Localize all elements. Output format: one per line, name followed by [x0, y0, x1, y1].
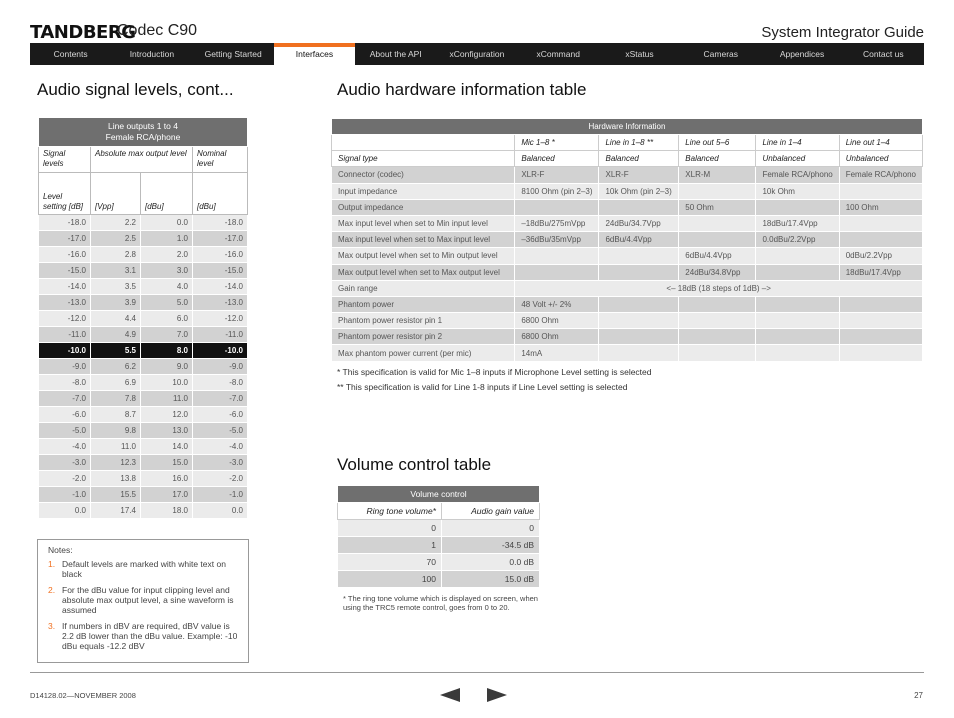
table-cell: 24dBu/34.7Vpp — [599, 215, 679, 231]
table-row — [39, 215, 248, 231]
table-cell: 10.0 — [141, 375, 193, 391]
table-cell: 6dBu/4.4Vpp — [599, 232, 679, 248]
table-cell: Max output level when set to Min output level — [332, 248, 515, 264]
col-nominal: Nominal level — [193, 147, 248, 173]
gain-range-row — [332, 280, 923, 296]
table-cell: 17.0 — [141, 487, 193, 503]
table-cell: 14.0 — [141, 439, 193, 455]
note-number: 2. — [48, 585, 56, 595]
table-cell: 24dBu/34.8Vpp — [679, 264, 756, 280]
table-cell: -3.0 — [193, 455, 248, 471]
table-cell: -17.0 — [193, 231, 248, 247]
footer-divider — [30, 672, 924, 673]
table-cell: 6.2 — [91, 359, 141, 375]
nav-item-contents[interactable]: Contents — [53, 49, 88, 59]
table-cell: 2.5 — [91, 231, 141, 247]
table-cell — [839, 296, 922, 312]
table-row — [332, 248, 923, 264]
table-cell — [839, 183, 922, 199]
table-cell — [599, 329, 679, 345]
table-cell: -8.0 — [193, 375, 248, 391]
notes-title: Notes: — [48, 545, 73, 555]
table-row — [39, 359, 248, 375]
table-row — [39, 439, 248, 455]
table-row — [338, 537, 540, 554]
table-cell: -6.0 — [193, 407, 248, 423]
section-title-hardware: Audio hardware information table — [337, 80, 587, 99]
table-cell: 2.2 — [91, 215, 141, 231]
hardware-info-table — [331, 118, 923, 362]
table-cell: Connector (codec) — [332, 167, 515, 183]
table-cell: 6800 Ohm — [515, 329, 599, 345]
nav-item-introduction[interactable]: Introduction — [129, 49, 175, 59]
table-cell: -15.0 — [39, 263, 91, 279]
nav-item-about-the-api[interactable]: About the API — [369, 49, 422, 59]
table-cell: -10.0 — [193, 343, 248, 359]
table-cell: Max phantom power current (per mic) — [332, 345, 515, 361]
nav-item-xconfiguration[interactable]: xConfiguration — [449, 49, 505, 59]
table-row — [332, 167, 923, 183]
table-cell: 5.0 — [141, 295, 193, 311]
table-cell: 10k Ohm — [756, 183, 839, 199]
note-number: 1. — [48, 559, 56, 569]
table-row — [39, 327, 248, 343]
table-cell: -8.0 — [39, 375, 91, 391]
table-cell — [679, 313, 756, 329]
table-cell — [839, 232, 922, 248]
table-cell: XLR-M — [679, 167, 756, 183]
table-cell: 9.8 — [91, 423, 141, 439]
table-row — [39, 455, 248, 471]
table-row — [39, 279, 248, 295]
gain-range-value: <– 18dB (18 steps of 1dB) –> — [515, 280, 923, 296]
table-cell — [515, 264, 599, 280]
table-cell: 0.0dBu/2.2Vpp — [756, 232, 839, 248]
table-cell: 2.0 — [141, 247, 193, 263]
table-cell: 15.0 dB — [442, 571, 540, 588]
table-cell: 6.0 — [141, 311, 193, 327]
table-cell — [515, 199, 599, 215]
table-cell: Max input level when set to Max input level — [332, 232, 515, 248]
table-cell: 6800 Ohm — [515, 313, 599, 329]
table-row — [39, 423, 248, 439]
table-cell: -12.0 — [193, 311, 248, 327]
table-row — [332, 215, 923, 231]
table-cell: 11.0 — [91, 439, 141, 455]
table-cell: Phantom power resistor pin 2 — [332, 329, 515, 345]
table-cell — [679, 183, 756, 199]
table-cell: Line in 1–4 — [756, 135, 839, 151]
table-cell: –18dBu/275mVpp — [515, 215, 599, 231]
table-cell: XLR-F — [599, 167, 679, 183]
table-cell: -1.0 — [193, 487, 248, 503]
table-cell: 16.0 — [141, 471, 193, 487]
table-cell: 8.0 — [141, 343, 193, 359]
nav-item-contact-us[interactable]: Contact us — [862, 49, 904, 59]
table-cell: Balanced — [599, 151, 679, 167]
table-cell: 0 — [442, 520, 540, 537]
table-cell: 6.9 — [91, 375, 141, 391]
table-row — [39, 263, 248, 279]
table-cell: 14mA — [515, 345, 599, 361]
table-cell — [599, 248, 679, 264]
table-cell — [679, 329, 756, 345]
note-number: 3. — [48, 621, 56, 631]
product-name: Codec C90 — [117, 22, 198, 39]
table-cell: -14.0 — [39, 279, 91, 295]
table-cell: 11.0 — [141, 391, 193, 407]
table-cell: 18dBu/17.4Vpp — [756, 215, 839, 231]
table-cell: 8.7 — [91, 407, 141, 423]
note-text: For the dBu value for input clipping level and absolute max output level, a sine waveform is assumed — [62, 585, 234, 615]
table-cell: Max output level when set to Max output level — [332, 264, 515, 280]
table-cell: 18dBu/17.4Vpp — [839, 264, 922, 280]
table-cell: -15.0 — [193, 263, 248, 279]
nav-item-appendices[interactable]: Appendices — [779, 49, 825, 59]
guide-title: System Integrator Guide — [761, 24, 924, 41]
table-cell: -7.0 — [39, 391, 91, 407]
table-cell: Input impedance — [332, 183, 515, 199]
table-cell — [756, 264, 839, 280]
table-cell: 6dBu/4.4Vpp — [679, 248, 756, 264]
table-cell: 48 Volt +/- 2% — [515, 296, 599, 312]
table-row — [332, 345, 923, 361]
col-absolute-max: Absolute max output level — [91, 147, 193, 173]
table-row — [39, 231, 248, 247]
table-cell: 9.0 — [141, 359, 193, 375]
col-dbu: [dBu] — [141, 173, 193, 215]
table-cell: -5.0 — [39, 423, 91, 439]
table-row — [332, 264, 923, 280]
table-cell: -2.0 — [193, 471, 248, 487]
table-cell: Line out 1–4 — [839, 135, 922, 151]
note-item — [48, 585, 238, 615]
col-audio-gain: Audio gain value — [442, 503, 540, 520]
table-cell: Line in 1–8 ** — [599, 135, 679, 151]
table-cell — [679, 232, 756, 248]
line-outputs-table — [38, 117, 248, 519]
top-navigation — [30, 43, 924, 65]
table-cell — [679, 296, 756, 312]
table-row — [338, 571, 540, 588]
table-row — [39, 407, 248, 423]
previous-page-icon[interactable] — [440, 688, 460, 702]
table-cell: Female RCA/phono — [839, 167, 922, 183]
next-page-icon[interactable] — [487, 688, 507, 702]
nav-item-getting-started[interactable]: Getting Started — [204, 49, 262, 59]
table-cell: 100 — [338, 571, 442, 588]
table-row — [332, 199, 923, 215]
table-cell: 18.0 — [141, 503, 193, 519]
table-cell: -10.0 — [39, 343, 91, 359]
table-row — [39, 343, 248, 359]
tandberg-logo: TANDBERG — [30, 22, 136, 43]
table-cell: -3.0 — [39, 455, 91, 471]
table-cell: 4.4 — [91, 311, 141, 327]
page-number: 27 — [914, 691, 923, 700]
table-cell — [756, 313, 839, 329]
table-cell: 0.0 — [39, 503, 91, 519]
table-cell: 3.0 — [141, 263, 193, 279]
table-cell: Female RCA/phono — [756, 167, 839, 183]
table-cell: -34.5 dB — [442, 537, 540, 554]
note-text: Default levels are marked with white text on black — [62, 559, 226, 579]
table-cell: Balanced — [515, 151, 599, 167]
table-cell: 0 — [338, 520, 442, 537]
hardware-footnote-1: * This specification is valid for Mic 1–8 inputs if Microphone Level setting is selected — [337, 367, 652, 377]
table-cell: -7.0 — [193, 391, 248, 407]
table-cell — [599, 313, 679, 329]
table-row — [39, 391, 248, 407]
table-cell — [756, 248, 839, 264]
table-cell: Line out 5–6 — [679, 135, 756, 151]
col-ring-tone-volume: Ring tone volume* — [338, 503, 442, 520]
table-cell: -14.0 — [193, 279, 248, 295]
table-cell: -4.0 — [39, 439, 91, 455]
table-cell: 4.9 — [91, 327, 141, 343]
table-cell: Output impedance — [332, 199, 515, 215]
table-cell: -11.0 — [39, 327, 91, 343]
table-row — [338, 520, 540, 537]
column-header-row — [332, 135, 923, 151]
section-title-audio-levels: Audio signal levels, cont... — [37, 80, 234, 99]
table-cell: 3.5 — [91, 279, 141, 295]
table-cell — [756, 296, 839, 312]
table-cell: 70 — [338, 554, 442, 571]
table-cell: XLR-F — [515, 167, 599, 183]
table-cell: -17.0 — [39, 231, 91, 247]
table-cell — [599, 345, 679, 361]
table-cell: -2.0 — [39, 471, 91, 487]
table-cell: -13.0 — [39, 295, 91, 311]
table-cell: 2.8 — [91, 247, 141, 263]
table-cell: 17.4 — [91, 503, 141, 519]
table-row — [332, 296, 923, 312]
table-cell: -9.0 — [39, 359, 91, 375]
table-cell: 12.0 — [141, 407, 193, 423]
table-cell: -12.0 — [39, 311, 91, 327]
table-cell: 3.9 — [91, 295, 141, 311]
note-text: If numbers in dBV are required, dBV value is 2.2 dB lower than the dBu value. Example: -10 dBu equals -12.2 dBV — [62, 621, 238, 651]
table-row — [39, 375, 248, 391]
table-cell — [599, 199, 679, 215]
table-cell: 15.0 — [141, 455, 193, 471]
line-outputs-header: Line outputs 1 to 4 Female RCA/phone — [39, 118, 248, 147]
table-cell: 4.0 — [141, 279, 193, 295]
table-cell: Signal type — [332, 151, 515, 167]
table-cell: 1.0 — [141, 231, 193, 247]
table-cell: Unbalanced — [839, 151, 922, 167]
volume-control-header: Volume control — [338, 486, 540, 503]
hardware-footnote-2: ** This specification is valid for Line 1-8 inputs if Line Level setting is selected — [337, 382, 628, 392]
table-cell: Mic 1–8 * — [515, 135, 599, 151]
table-cell: -6.0 — [39, 407, 91, 423]
table-row — [332, 183, 923, 199]
table-cell: 15.5 — [91, 487, 141, 503]
hardware-info-header: Hardware Information — [332, 119, 923, 135]
table-cell: -13.0 — [193, 295, 248, 311]
table-cell: 12.3 — [91, 455, 141, 471]
table-cell — [515, 248, 599, 264]
nav-item-interfaces[interactable]: Interfaces — [274, 43, 355, 65]
col-dbu-nominal: [dBu] — [193, 173, 248, 215]
table-cell: 13.0 — [141, 423, 193, 439]
table-cell: -1.0 — [39, 487, 91, 503]
table-cell: 0.0 — [193, 503, 248, 519]
table-cell — [679, 215, 756, 231]
table-cell: 1 — [338, 537, 442, 554]
table-cell — [599, 264, 679, 280]
table-cell: 0dBu/2.2Vpp — [839, 248, 922, 264]
section-title-volume: Volume control table — [337, 455, 492, 474]
nav-item-xcommand[interactable]: xCommand — [536, 49, 580, 59]
table-cell: 0.0 — [141, 215, 193, 231]
table-cell — [839, 313, 922, 329]
col-level-setting: Level setting [dB] — [39, 173, 91, 215]
note-item — [48, 621, 238, 651]
table-row — [39, 471, 248, 487]
table-cell: Balanced — [679, 151, 756, 167]
nav-item-xstatus[interactable]: xStatus — [625, 49, 654, 59]
table-cell: -16.0 — [193, 247, 248, 263]
table-row — [338, 554, 540, 571]
table-row — [39, 295, 248, 311]
table-cell: 100 Ohm — [839, 199, 922, 215]
signal-type-row — [332, 151, 923, 167]
table-row — [39, 487, 248, 503]
table-row — [332, 232, 923, 248]
table-cell — [756, 199, 839, 215]
table-cell — [679, 345, 756, 361]
table-cell: -18.0 — [39, 215, 91, 231]
table-row — [39, 503, 248, 519]
table-row — [39, 311, 248, 327]
table-cell: 3.1 — [91, 263, 141, 279]
table-cell: -4.0 — [193, 439, 248, 455]
table-cell: Phantom power — [332, 296, 515, 312]
col-signal-levels: Signal levels — [39, 147, 91, 173]
col-vpp: [Vpp] — [91, 173, 141, 215]
table-cell: 13.8 — [91, 471, 141, 487]
table-cell — [756, 329, 839, 345]
table-cell: -11.0 — [193, 327, 248, 343]
notes-box — [37, 539, 249, 663]
gain-range-label: Gain range — [332, 280, 515, 296]
table-cell — [839, 345, 922, 361]
table-cell: 0.0 dB — [442, 554, 540, 571]
volume-footnote: * The ring tone volume which is displayed on screen, when using the TRC5 remote control, goes from 0 to 20. — [343, 594, 538, 612]
table-cell: Max input level when set to Min input level — [332, 215, 515, 231]
table-cell: Unbalanced — [756, 151, 839, 167]
document-id: D14128.02—NOVEMBER 2008 — [30, 691, 136, 700]
table-row — [332, 313, 923, 329]
table-cell: Phantom power resistor pin 1 — [332, 313, 515, 329]
table-row — [332, 329, 923, 345]
table-cell: 10k Ohm (pin 2–3) — [599, 183, 679, 199]
table-cell: 50 Ohm — [679, 199, 756, 215]
table-cell: -16.0 — [39, 247, 91, 263]
table-cell: 5.5 — [91, 343, 141, 359]
note-item — [48, 559, 238, 579]
table-cell: -5.0 — [193, 423, 248, 439]
table-row — [39, 247, 248, 263]
table-cell — [839, 329, 922, 345]
table-cell: –36dBu/35mVpp — [515, 232, 599, 248]
table-cell: 7.0 — [141, 327, 193, 343]
table-cell: 7.8 — [91, 391, 141, 407]
table-cell — [332, 135, 515, 151]
table-cell: -18.0 — [193, 215, 248, 231]
table-cell: -9.0 — [193, 359, 248, 375]
volume-control-table — [337, 485, 540, 588]
nav-item-cameras[interactable]: Cameras — [703, 49, 738, 59]
table-cell — [756, 345, 839, 361]
table-cell — [839, 215, 922, 231]
table-cell — [599, 296, 679, 312]
table-cell: 8100 Ohm (pin 2–3) — [515, 183, 599, 199]
